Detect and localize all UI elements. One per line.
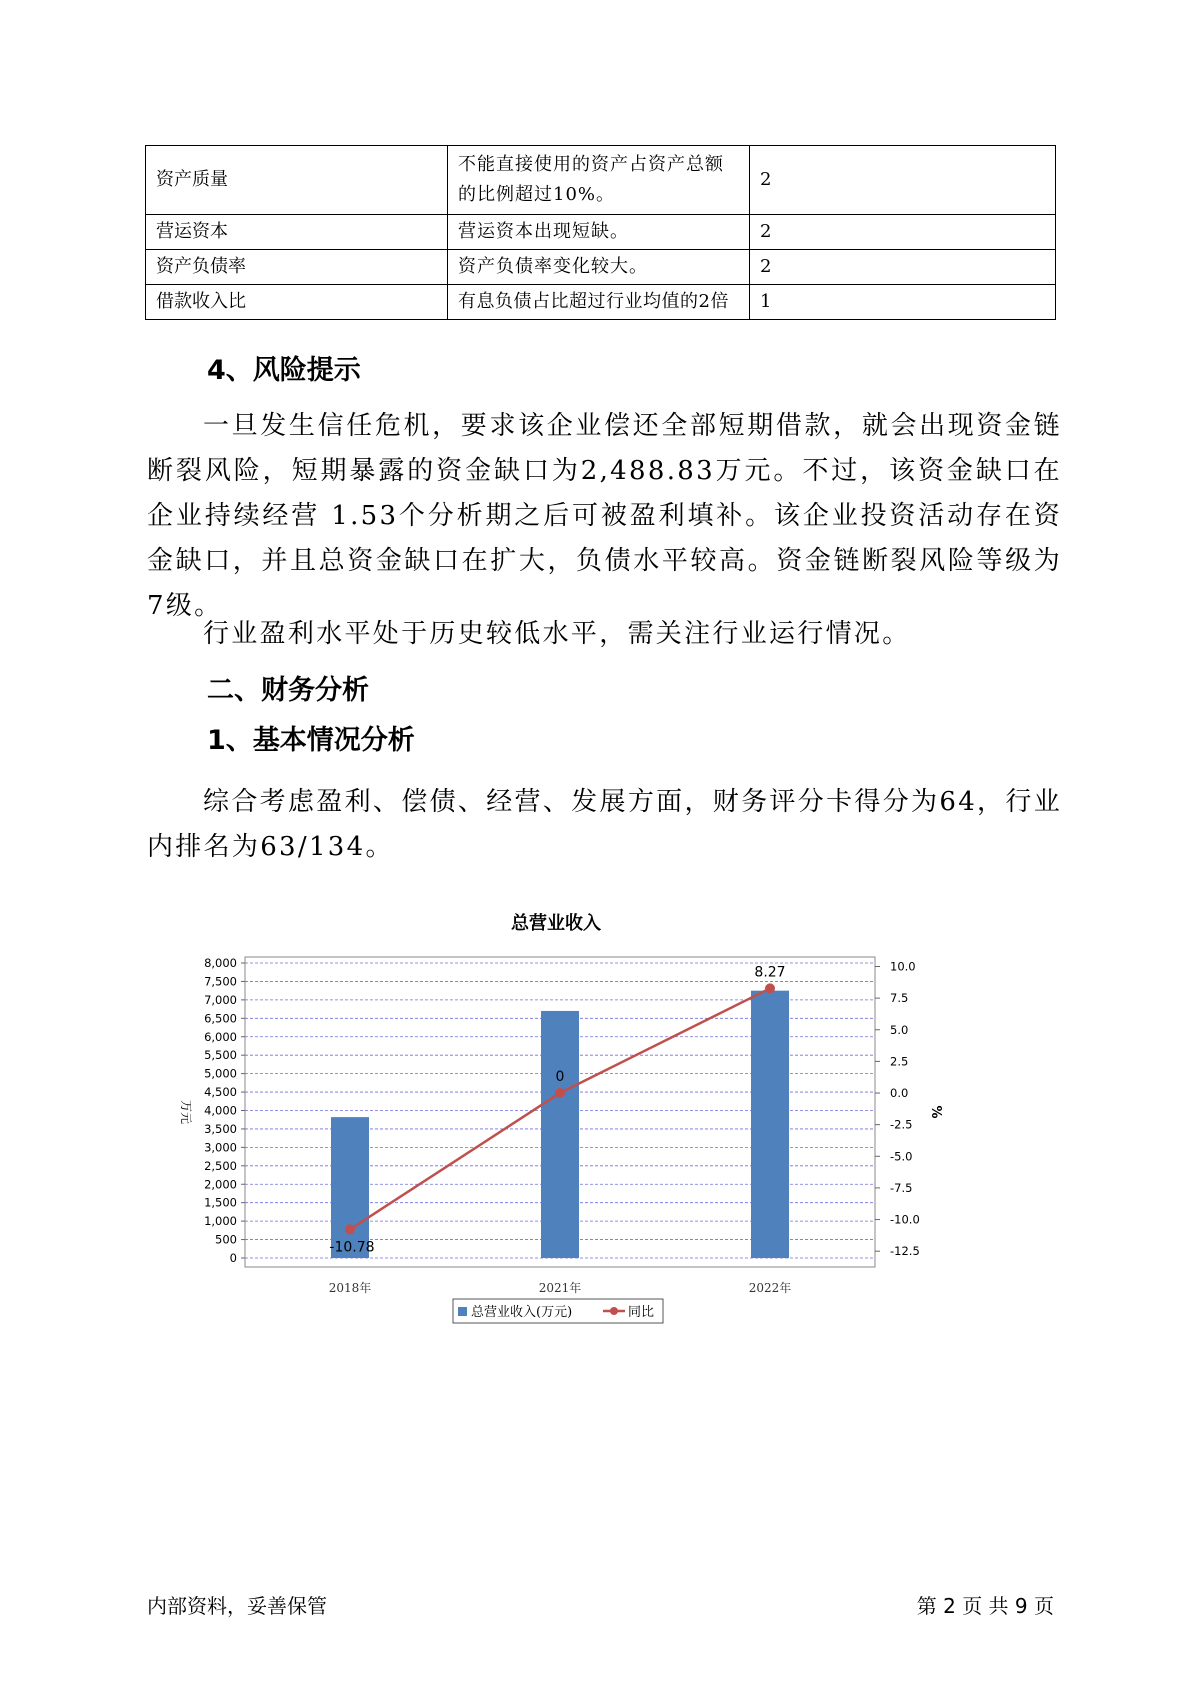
y-tick-label: 0	[229, 1251, 237, 1265]
y-axis-label: 万元	[179, 1099, 193, 1125]
table-cell-item: 营运资本	[146, 215, 448, 250]
table-row	[146, 250, 1056, 285]
bar	[751, 991, 789, 1258]
y-tick-label: 6,500	[204, 1011, 237, 1026]
y-tick-label: 4,500	[204, 1085, 237, 1100]
legend-marker-yoy	[610, 1307, 618, 1315]
table-cell-desc: 资产负债率变化较大。	[448, 250, 750, 285]
finance-heading: 二、财务分析	[207, 675, 369, 706]
y2-tick-label: 2.5	[890, 1054, 909, 1069]
revenue-chart	[170, 895, 1040, 1355]
y2-tick-label: -12.5	[890, 1244, 920, 1259]
yoy-point	[345, 1224, 355, 1234]
y-tick-label: 2,000	[204, 1177, 237, 1192]
yoy-data-label: -10.78	[329, 1239, 375, 1256]
y-tick-label: 2,500	[204, 1158, 237, 1173]
table-cell-item: 资产负债率	[146, 250, 448, 285]
y-tick-label: 5,000	[204, 1066, 237, 1081]
y-tick-label: 500	[215, 1232, 237, 1247]
y-tick-label: 7,000	[204, 992, 237, 1007]
table-cell-item: 资产质量	[146, 146, 448, 215]
x-tick-label: 2022年	[748, 1281, 792, 1295]
legend-label-revenue: 总营业收入(万元)	[471, 1305, 573, 1320]
y2-tick-label: -10.0	[890, 1212, 920, 1227]
y-tick-label: 6,000	[204, 1029, 237, 1044]
risk-heading: 4、风险提示	[207, 355, 361, 386]
table-row	[146, 146, 1056, 215]
risk-paragraph: 一旦发生信任危机，要求该企业偿还全部短期借款，就会出现资金链断裂风险，短期暴露的资金缺口为2,488.83万元。不过，该资金缺口在企业持续经营 1.53个分析期之后可被盈利填补。该企业投资活动存在资金缺口，并且总资金缺口在扩大，负债水平较高。资金链断裂风险等级为7级。	[147, 411, 1062, 621]
y-tick-label: 7,500	[204, 974, 237, 989]
y2-tick-label: 10.0	[890, 959, 916, 974]
table-cell-score: 1	[750, 285, 1056, 320]
yoy-point	[765, 983, 775, 993]
x-tick-label: 2018年	[328, 1281, 372, 1295]
revenue-chart-svg	[170, 895, 1040, 1355]
chart-title: 总营业收入	[511, 913, 601, 934]
y-tick-label: 1,500	[204, 1195, 237, 1210]
y2-tick-label: -5.0	[890, 1149, 913, 1164]
x-tick-label: 2021年	[538, 1281, 582, 1295]
footer-page-number: 第 2 页 共 9 页	[916, 1594, 1054, 1618]
y2-tick-label: 5.0	[890, 1022, 909, 1037]
y2-axis-label: %	[928, 1105, 943, 1119]
table-row	[146, 215, 1056, 250]
bar	[331, 1117, 369, 1258]
yoy-point	[555, 1088, 565, 1098]
yoy-data-label: 8.27	[754, 964, 786, 981]
basic-analysis-heading: 1、基本情况分析	[207, 725, 415, 756]
bar	[541, 1011, 579, 1258]
y-tick-label: 3,500	[204, 1121, 237, 1136]
y-tick-label: 3,000	[204, 1140, 237, 1155]
legend-swatch-revenue	[458, 1307, 467, 1316]
y2-tick-label: -2.5	[890, 1117, 913, 1132]
y2-tick-label: 0.0	[890, 1086, 909, 1101]
score-paragraph: 综合考虑盈利、偿债、经营、发展方面，财务评分卡得分为64，行业内排名为63/134。	[147, 787, 1062, 862]
y2-tick-label: 7.5	[890, 991, 909, 1006]
table-cell-item: 借款收入比	[146, 285, 448, 320]
industry-paragraph: 行业盈利水平处于历史较低水平，需关注行业运行情况。	[203, 619, 911, 649]
y-tick-label: 4,000	[204, 1103, 237, 1118]
y2-tick-label: -7.5	[890, 1180, 913, 1195]
table-cell-score: 2	[750, 215, 1056, 250]
table-cell-desc: 不能直接使用的资产占资产总额的比例超过10%。	[448, 146, 750, 215]
table-cell-score: 2	[750, 146, 1056, 215]
yoy-data-label: 0	[555, 1069, 565, 1086]
table-cell-desc: 有息负债占比超过行业均值的2倍	[448, 285, 750, 320]
legend-label-yoy: 同比	[628, 1305, 655, 1320]
risk-table	[145, 145, 1056, 320]
y-tick-label: 1,000	[204, 1214, 237, 1229]
footer-confidential: 内部资料，妥善保管	[147, 1594, 327, 1618]
table-cell-desc: 营运资本出现短缺。	[448, 215, 750, 250]
y-tick-label: 8,000	[204, 956, 237, 970]
table-cell-score: 2	[750, 250, 1056, 285]
table-row	[146, 285, 1056, 320]
y-tick-label: 5,500	[204, 1048, 237, 1063]
